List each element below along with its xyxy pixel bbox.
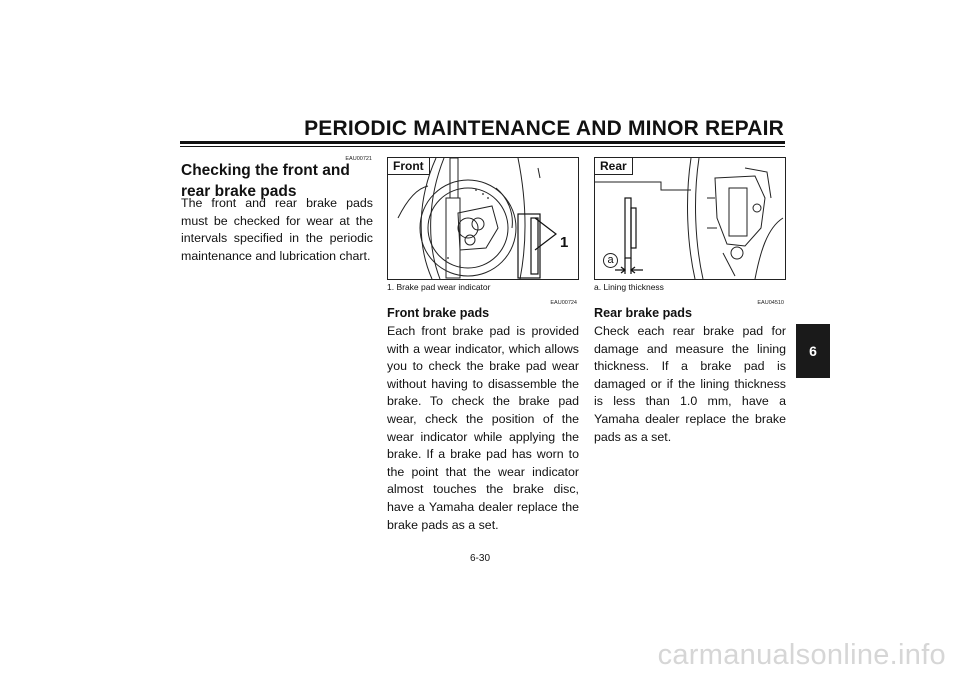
rear-figure-label: Rear xyxy=(594,157,633,175)
page-header-title: PERIODIC MAINTENANCE AND MINOR REPAIR xyxy=(304,117,784,140)
section-code: EAU00721 xyxy=(345,156,372,162)
front-figure-caption: 1. Brake pad wear indicator xyxy=(387,282,491,292)
rear-brake-illustration xyxy=(595,158,785,279)
section-title: Checking the front and rear brake pads xyxy=(181,162,350,200)
chapter-tab: 6 xyxy=(796,324,830,378)
wear-indicator-callout: 1 xyxy=(560,234,569,251)
front-pads-code: EAU00724 xyxy=(550,300,577,306)
section-body: The front and rear brake pads must be checked for wear at the intervals specified in the periodic maintenance and lubrication chart. xyxy=(181,196,373,263)
front-brake-illustration xyxy=(388,158,578,279)
watermark: carmanualsonline.info xyxy=(657,639,946,671)
rear-pads-title: Rear brake pads xyxy=(594,306,693,320)
rear-pads-code: EAU04510 xyxy=(757,300,784,306)
front-brake-figure xyxy=(387,157,579,280)
header-rule-thick xyxy=(180,141,785,144)
header-rule-thin xyxy=(180,146,785,147)
page-number: 6-30 xyxy=(469,553,490,564)
front-pads-body: Each front brake pad is provided with a wear indicator, which allows you to check the brake pad wear without having to disassemble the brake. To check the brake pad wear, check the position of the wear indicator while applying the brake. If a brake pad has worn to the point that the wear indicator almost touches the brake disc, have a Yamaha dealer replace the brake pads as a set. xyxy=(387,324,579,532)
rear-pads-body: Check each rear brake pad for damage and measure the lining thickness. If a brake pad is damaged or if the lining thickness is less than 1.0 mm, have a Yamaha dealer replace the brake pads as a set. xyxy=(594,324,786,444)
front-pads-title: Front brake pads xyxy=(387,306,490,320)
rear-brake-figure xyxy=(594,157,786,280)
rear-figure-caption: a. Lining thickness xyxy=(594,282,664,292)
lining-thickness-callout: a xyxy=(603,253,618,268)
front-figure-label: Front xyxy=(387,157,430,175)
